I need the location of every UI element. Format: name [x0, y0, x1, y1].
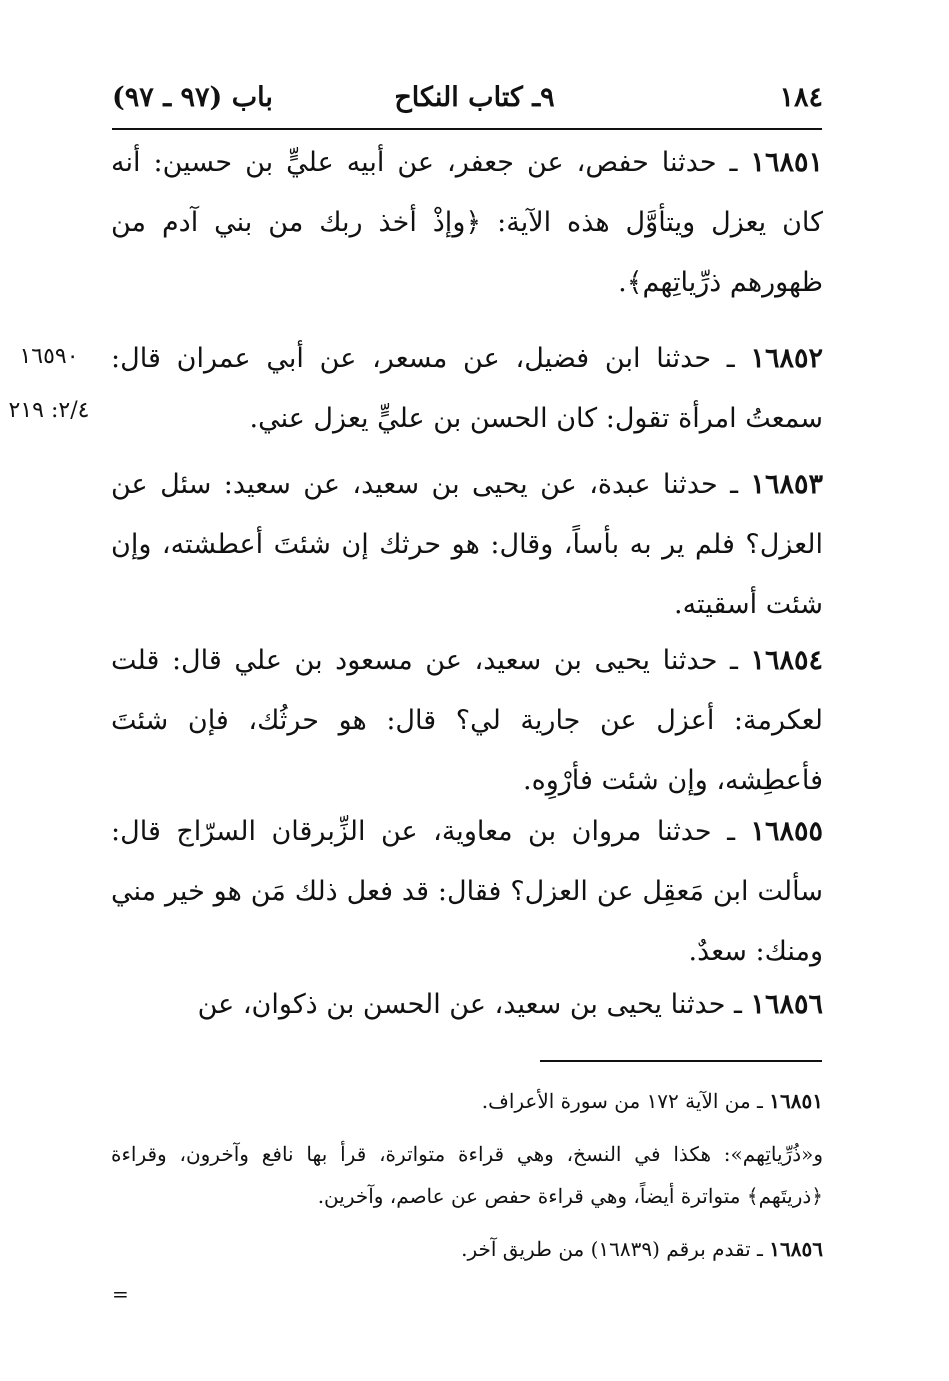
hadith-text: ـ حدثنا ابن فضيل، عن مسعر، عن أبي عمران قال: سمعتُ امرأة تقول: كان الحسن بن عليٍّ يعزل عني. — [111, 343, 823, 434]
hadith-text: ـ حدثنا حفص، عن جعفر، عن أبيه عليٍّ بن حسين: أنه كان يعزل ويتأوَّل هذه الآية: ﴿وإذْ أخذ ربك من بني آدم من ظهورهم ذرِّياتِهم﴾. — [111, 147, 823, 298]
hadith-text: ـ حدثنا عبدة، عن يحيى بن سعيد، عن سعيد: سئل عن العزل؟ فلم ير به بأساً، وقال: هو حرثك إن شئتَ أعطشته، وإن شئت أسقيته. — [111, 469, 823, 620]
hadith-text: ـ حدثنا يحيى بن سعيد، عن مسعود بن علي قال: قلت لعكرمة: أعزل عن جارية لي؟ قال: هو حرثُك، فإن شئتَ فأعطِشه، وإن شئت فأرْوِه. — [111, 645, 823, 796]
margin-ref-volume: ٢/٤: ٢١٩ — [8, 398, 90, 423]
footnote-divider — [540, 1060, 822, 1062]
footnote-reading-note — [111, 1133, 823, 1217]
hadith-number: ١٦٨٥٣ — [750, 469, 823, 500]
footnote-text: ـ تقدم برقم (١٦٨٣٩) من طريق آخر. — [461, 1237, 770, 1261]
hadith-text: ـ حدثنا يحيى بن سعيد، عن الحسن بن ذكوان، عن — [197, 989, 751, 1020]
hadith-number: ١٦٨٥٥ — [750, 816, 823, 847]
footnote-number: ١٦٨٥١ — [769, 1089, 823, 1113]
hadith-16856 — [111, 975, 823, 1035]
hadith-16855 — [111, 802, 823, 982]
hadith-16851 — [111, 133, 823, 313]
footnote-text: ـ من الآية ١٧٢ من سورة الأعراف. — [481, 1089, 770, 1113]
footnote-number: ١٦٨٥٦ — [769, 1237, 823, 1261]
hadith-16854 — [111, 631, 823, 811]
footnote-16856 — [111, 1228, 823, 1270]
hadith-16853 — [111, 455, 823, 635]
hadith-number: ١٦٨٥٦ — [750, 989, 823, 1020]
footnote-text: و«ذُرِّياتِهم»: هكذا في النسخ، وهي قراءة متواترة، قرأ بها نافع وآخرون، وقراءة ﴿ذريتَهم﴾ متواترة أيضاً، وهي قراءة حفص عن عاصم، وآخرين. — [111, 1142, 823, 1208]
hadith-number: ١٦٨٥١ — [750, 147, 823, 178]
hadith-16852 — [111, 329, 823, 449]
header-divider — [112, 128, 822, 130]
hadith-number: ١٦٨٥٤ — [750, 645, 823, 676]
book-title: ٩ـ كتاب النكاح — [394, 82, 555, 113]
chapter-heading: باب (٩٧ ـ ٩٧) — [112, 82, 273, 113]
page-number: ١٨٤ — [779, 82, 823, 113]
hadith-text: ـ حدثنا مروان بن معاوية، عن الزِّبرقان السرّاج قال: سألت ابن مَعقِل عن العزل؟ فقال: قد فعل ذلك مَن هو خير مني ومنك: سعدٌ. — [111, 816, 823, 967]
hadith-number: ١٦٨٥٢ — [750, 343, 823, 374]
footnote-16851 — [111, 1080, 823, 1122]
margin-ref-number: ١٦٥٩٠ — [19, 344, 79, 369]
continuation-mark: = — [112, 1282, 129, 1306]
